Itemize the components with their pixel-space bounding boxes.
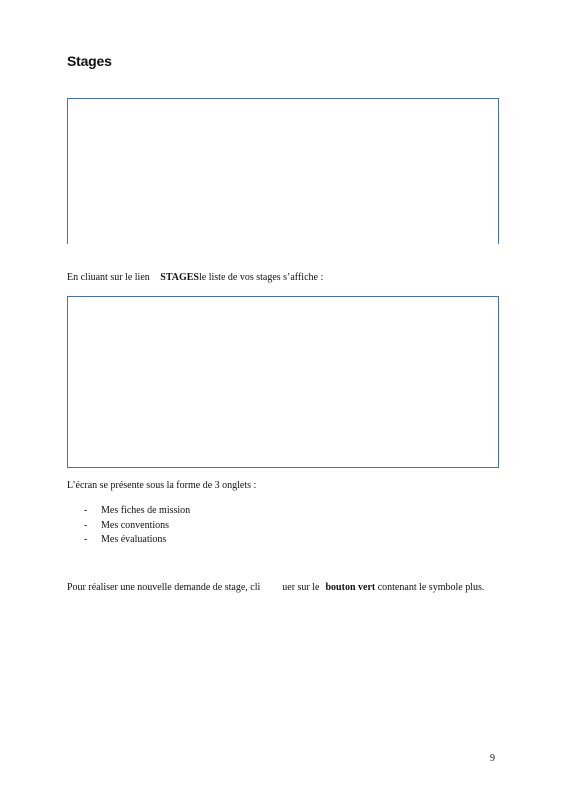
tabs-list (84, 505, 190, 549)
section-title: Stages (67, 53, 112, 69)
list-item-text: Mes conventions (101, 519, 170, 531)
list-dash: - (84, 519, 88, 531)
list-item (84, 520, 190, 535)
list-item-text: Mes fiches de mission (101, 505, 191, 516)
paragraph-tabs-intro: L’écran se présente sous la forme de 3 onglets : (67, 480, 257, 491)
list-dash: - (84, 534, 88, 545)
screenshot-placeholder-2 (67, 296, 499, 468)
list-item (84, 534, 190, 549)
paragraph-3-after: contenant le symbole plus. (377, 582, 485, 593)
screenshot-placeholder-1 (67, 98, 499, 244)
paragraph-stages-link (67, 272, 323, 284)
paragraph-new-request (67, 582, 484, 594)
paragraph-3-before: Pour réaliser une nouvelle demande de stage, cli (67, 582, 261, 593)
green-button-text: bouton vert (325, 582, 376, 593)
stages-link-text: STAGES (160, 272, 199, 283)
list-dash: - (84, 505, 88, 516)
list-item (84, 505, 190, 520)
list-item-text: Mes évaluations (101, 534, 167, 545)
paragraph-1-before: En cliuant sur le lien (67, 272, 150, 283)
paragraph-3-middle: uer sur le (282, 582, 320, 593)
page-number: 9 (490, 753, 495, 764)
paragraph-1-after: le liste de vos stages s’affiche : (199, 272, 324, 283)
